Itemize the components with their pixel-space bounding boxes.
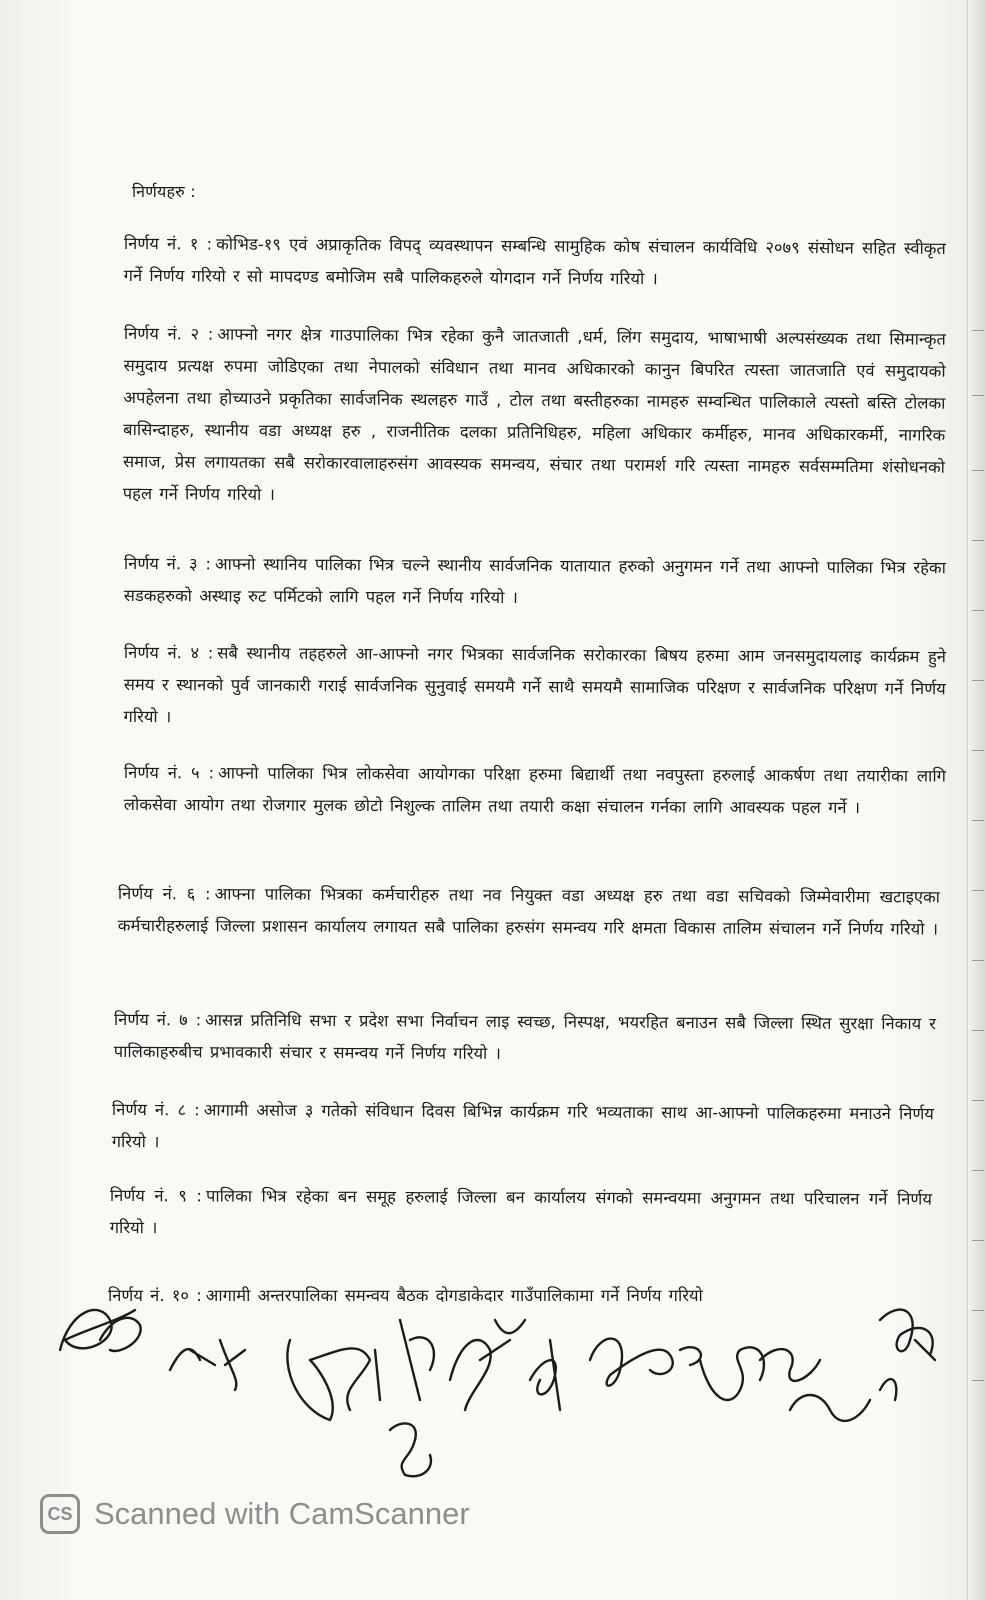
watermark-text: Scanned with CamScanner [94, 1496, 470, 1531]
signatures-area [40, 1280, 960, 1500]
decision-label: निर्णय नं. १ : [123, 233, 213, 254]
signature-7 [590, 1339, 701, 1386]
decision-label: निर्णय नं. ७ : [113, 1009, 202, 1030]
decision-text: आफ्नो पालिका भित्र लोकसेवा आयोगका परिक्षा हरुमा बिद्यार्थी तथा नवपुस्ता हरुलाई आकर्षण तथा तयारीका लागि लोकसेवा आयोग तथा रोजगार मुलक छोटो निशुल्क तालिम तथा तयारी कक्षा संचालन गर्नका लागि आवस्यक पहल गर्ने । [123, 763, 946, 818]
decision-label: निर्णय नं. ३ : [123, 553, 212, 574]
decision-1 [124, 228, 946, 297]
signature-4 [390, 1320, 434, 1476]
decision-text: आफ्नो स्थानिय पालिका भित्र चल्ने स्थानीय सार्वजनिक यातायात हरुको अनुगमन गर्ने तथा आफ्नो पालिका भित्र रहेका सडकहरुको अस्थाइ रुट पर्मिटको लागि पहल गर्ने निर्णय गरियो । [123, 554, 946, 608]
decision-label: निर्णय नं. ८ : [111, 1099, 200, 1120]
decision-5 [124, 757, 946, 825]
decision-label: निर्णय नं. ५ : [123, 762, 215, 783]
decision-text: कोभिड-१९ एवं अप्राकृतिक विपद् व्यवस्थापन सम्बन्धि सामुहिक कोष संचालन कार्यविधि २०७९ संसोधन सहित स्वीकृत गर्ने निर्णय गरियो र सो मापदण्ड बमोजिम सबै पालिकहरुले योगदान गर्ने निर्णय गरियो । [123, 234, 946, 289]
signature-6 [530, 1340, 560, 1410]
signature-5 [450, 1320, 525, 1410]
decision-4 [123, 637, 945, 737]
signature-3 [287, 1340, 380, 1420]
handwritten-signatures [40, 1280, 960, 1500]
decision-label: निर्णय नं. ४ : [123, 642, 214, 663]
decision-label: निर्णय नं. ६ : [117, 883, 211, 904]
decision-7 [114, 1004, 936, 1072]
signature-9 [790, 1379, 896, 1421]
signature-10 [880, 1310, 935, 1360]
decision-8 [112, 1094, 934, 1162]
decision-2 [123, 318, 946, 516]
decision-label: निर्णय नं. २ : [123, 323, 214, 344]
decision-label: निर्णय नं. ९ : [109, 1186, 203, 1206]
decision-3 [124, 548, 946, 616]
camscanner-watermark [40, 1494, 470, 1534]
decision-label: निर्णय नं. १० : [108, 1286, 202, 1305]
signature-8 [700, 1347, 820, 1400]
decision-text: आसन्न प्रतिनिधि सभा र प्रदेश सभा निर्वाचन लाइ स्वच्छ, निस्पक्ष, भयरहित बनाउन सबै जिल्ला स्थित सुरक्षा निकाय र पालिकाहरुबीच प्रभावकारी संचार र समन्वय गर्ने निर्णय गरियो । [113, 1010, 936, 1064]
decision-text: पालिका भित्र रहेका बन समूह हरुलाई जिल्ला बन कार्यालय संगको समन्वयमा अनुगमन तथा परिचालन गर्ने निर्णय गरियो । [109, 1186, 932, 1238]
decision-text: सबै स्थानीय तहहरुले आ-आफ्नो नगर भित्रका सार्वजनिक सरोकारका बिषय हरुमा आम जनसमुदायलाइ कार्यक्रम हुने समय र स्थानको पुर्व जानकारी गराई सार्वजनिक सुनुवाई समयमै गर्ने साथै समयमै सामाजिक परिक्षण र सार्वजनिक परिक्षण गर्ने निर्णय गरियो । [123, 643, 946, 727]
decision-text: आफ्नो नगर क्षेत्र गाउपालिका भित्र रहेका कुनै जातजाती ,धर्म, लिंग समुदाय, भाषाभाषी अल्पसंख्यक तथा सिमान्कृत समुदाय प्रत्यक्ष रुपमा जोडिएका तथा नेपालको संविधान तथा मानव अधिकारको कानुन बिपरित त्यस्ता जातजाति एवं समुदायको अपहेलना तथा होच्याउने प्रकृतिका सार्वजनिक स्थलहरु गाउँ , टोल तथा बस्तीहरुका नामहरु सम्वन्धित पालिकाले त्यस्तो बस्ति टोलका बासिन्दाहरु, स्थानीय वडा अध्यक्ष हरु , राजनीतिक दलका प्रतिनिधिहरु, महिला अधिकार कर्मीहरु, मानव अधिकारकर्मी, नागरिक समाज, प्रेस लगायतका सबै सरोकारवालाहरुसंग आवस्यक समन्वय, संचार तथा परामर्श गरि त्यस्ता नामहरु सर्वसम्मतिमा शंसोधनको पहल गर्ने निर्णय गरियो । [122, 324, 946, 505]
camscanner-logo-icon: CS [40, 1494, 80, 1534]
signature-2 [170, 1340, 245, 1390]
decision-text: आगामी असोज ३ गतेको संविधान दिवस बिभिन्न कार्यक्रम गरि भव्यताका साथ आ-आफ्नो पालिकहरुमा मनाउने निर्णय गरियो । [111, 1100, 934, 1152]
decision-text: आगामी अन्तरपालिका समन्वय बैठक दोगडाकेदार गाउँपालिकामा गर्ने निर्णय गरियो [205, 1286, 703, 1305]
page-edge [967, 0, 986, 1600]
decision-text: आफ्ना पालिका भित्रका कर्मचारीहरु तथा नव नियुक्त वडा अध्यक्ष हरु तथा वडा सचिवको जिम्मेवारीमा खटाइएका कर्मचारीहरुलाई जिल्ला प्रशासन कार्यालय लगायत सबै पालिका हरुसंग समन्वय गरि क्षमता विकास तालिम संचालन गर्ने निर्णय गरियो । [117, 884, 940, 939]
decisions-heading: निर्णयहरु : [132, 182, 196, 201]
signature-1 [60, 1310, 141, 1351]
decision-9 [110, 1180, 932, 1248]
decision-6 [118, 878, 940, 946]
